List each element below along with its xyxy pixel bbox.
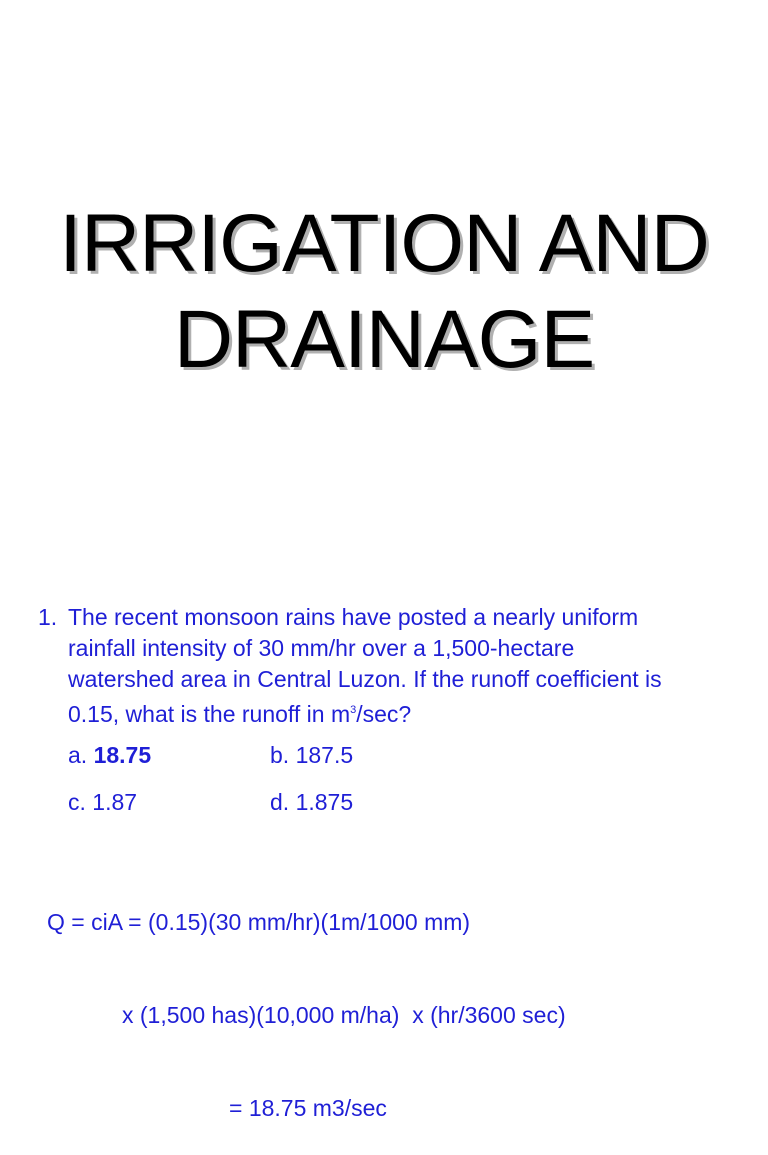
choice-a-value: 18.75 bbox=[93, 742, 152, 768]
choice-a bbox=[68, 742, 151, 769]
question-text-line-4-post: /sec? bbox=[356, 701, 412, 727]
choice-c-value: 1.87 bbox=[92, 789, 138, 815]
question-block bbox=[38, 602, 750, 730]
choice-c-label: c. bbox=[68, 789, 86, 815]
solution-line-1: Q = ciA = (0.15)(30 mm/hr)(1m/1000 mm) bbox=[47, 909, 471, 935]
choice-d-label: d. bbox=[270, 789, 290, 815]
question-text-line-2: rainfall intensity of 30 mm/hr over a 1,500-hectare bbox=[68, 635, 575, 661]
title-line-1: IRRIGATION AND bbox=[59, 198, 709, 289]
choice-b-label: b. bbox=[270, 742, 290, 768]
question-text-line-3: watershed area in Central Luzon. If the runoff coefficient is bbox=[68, 666, 662, 692]
choice-b-value: 187.5 bbox=[295, 742, 354, 768]
choice-c bbox=[68, 789, 137, 816]
solution-block bbox=[47, 845, 566, 1155]
choice-d-value: 1.875 bbox=[295, 789, 354, 815]
question-text-line-4 bbox=[68, 695, 750, 730]
question-text-line-1: The recent monsoon rains have posted a nearly uniform bbox=[68, 604, 639, 630]
title-line-2: DRAINAGE bbox=[173, 294, 595, 385]
solution-line-3: = 18.75 m3/sec bbox=[229, 1095, 387, 1121]
superscript-3: 3 bbox=[350, 704, 357, 716]
choice-d bbox=[270, 789, 353, 816]
page-title bbox=[0, 196, 768, 388]
question-text bbox=[68, 602, 750, 730]
choice-b bbox=[270, 742, 353, 769]
question-row bbox=[38, 602, 750, 730]
solution-line-2: x (1,500 has)(10,000 m/ha) x (hr/3600 sec) bbox=[122, 1002, 566, 1028]
question-text-line-4-pre: 0.15, what is the runoff in m bbox=[68, 701, 351, 727]
choice-a-label: a. bbox=[68, 742, 88, 768]
question-number: 1. bbox=[38, 604, 58, 630]
